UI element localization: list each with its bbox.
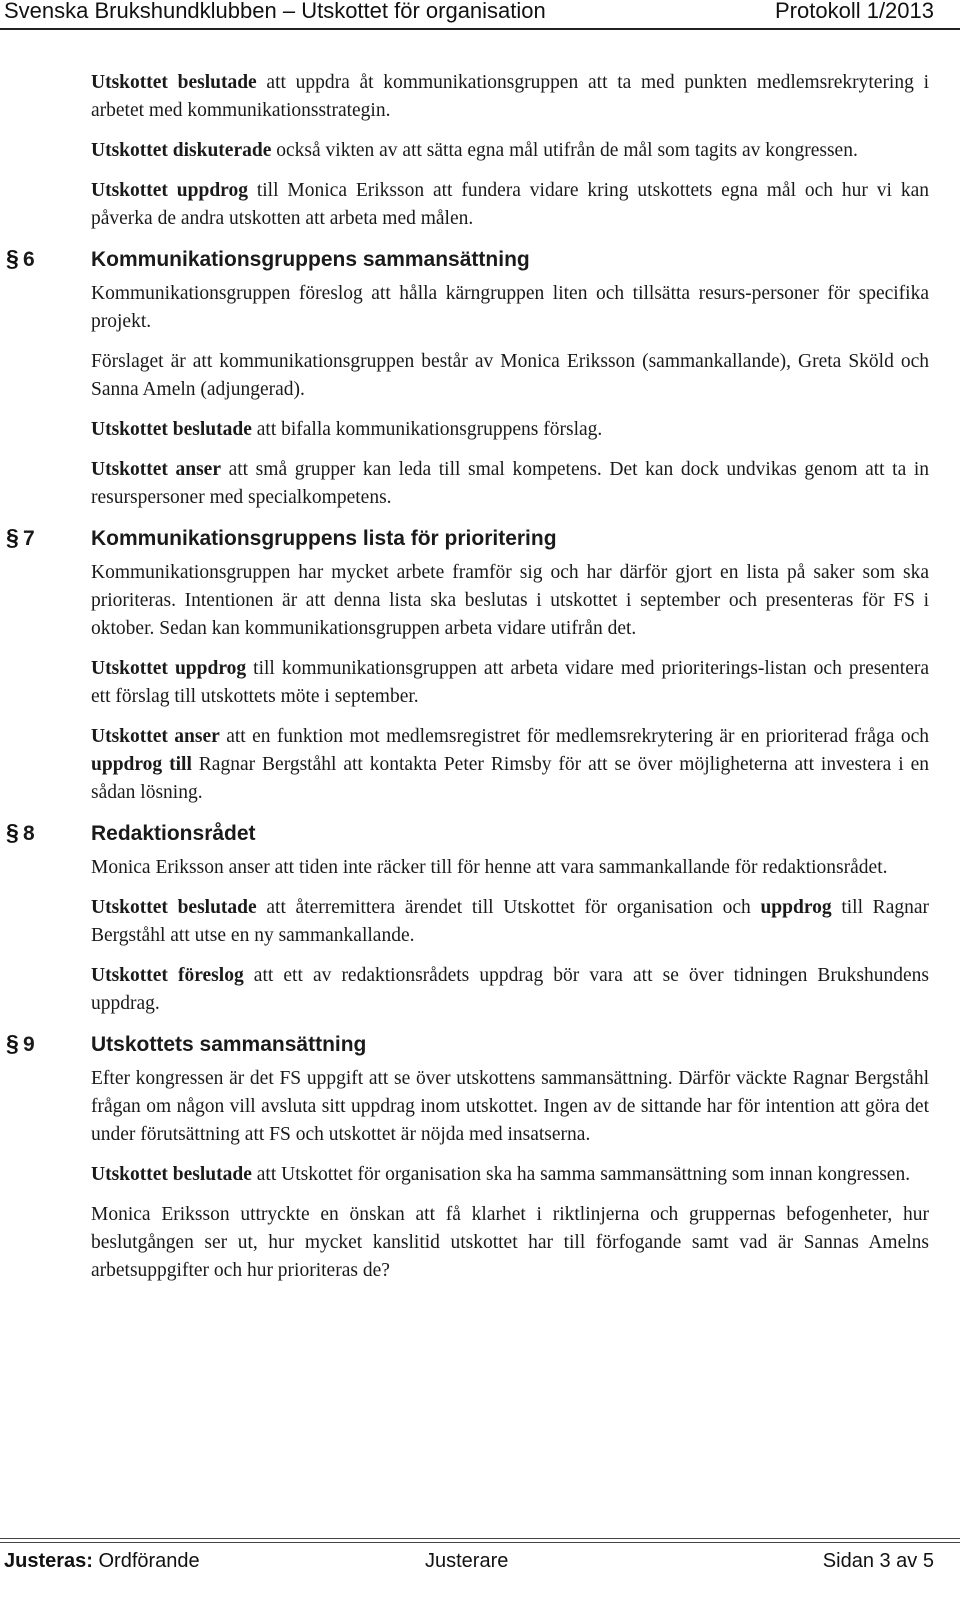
footer-page-number: Sidan 3 av 5 xyxy=(822,1550,934,1572)
paragraph-lead: Utskottet beslutade xyxy=(91,72,257,93)
section-number: 7 xyxy=(23,527,35,550)
paragraph-lead: Utskottet anser xyxy=(91,459,221,480)
paragraph-text: Förslaget är att kommunikationsgruppen består av Monica Eriksson (sammankallande), Greta Sköld och Sanna Ameln (adjungerad). xyxy=(91,351,929,400)
paragraph-text: Ragnar Bergståhl att kontakta Peter Rimsby för att se över möjligheterna att investera i en sådan lösning. xyxy=(91,754,929,803)
paragraph xyxy=(91,894,929,950)
paragraph-lead: Utskottet föreslog xyxy=(91,965,244,986)
paragraph xyxy=(91,177,929,233)
paragraph-text: till kommunikationsgruppen att arbeta vidare med prioriterings-listan och presentera ett förslag till utskottets möte i september. xyxy=(91,658,930,707)
footer-rule-secondary xyxy=(0,1542,960,1543)
section-number: 8 xyxy=(23,822,35,845)
section-heading xyxy=(6,819,929,849)
footer-approval-label: Justeras: xyxy=(4,1550,93,1572)
section-number: 6 xyxy=(23,248,35,271)
paragraph-text: att återremittera ärendet till Utskottet för organisation och xyxy=(256,897,761,918)
header-title: Svenska Brukshundklubben – Utskottet för organisation xyxy=(4,0,546,23)
paragraph-text: Kommunikationsgruppen föreslog att hålla kärngruppen liten och tillsätta resurs-personer för specifika projekt. xyxy=(91,283,929,332)
section-title: Kommunikationsgruppens sammansättning xyxy=(91,248,530,271)
header-rule xyxy=(0,28,960,30)
paragraph xyxy=(91,854,929,882)
section-mark-icon: § xyxy=(6,524,19,550)
section-title: Redaktionsrådet xyxy=(91,822,256,845)
section-mark-icon: § xyxy=(6,819,19,845)
page-header xyxy=(0,0,960,24)
paragraph xyxy=(91,137,929,165)
paragraph-text: till Monica Eriksson att fundera vidare kring utskottets egna mål och hur vi kan påverka de andra utskotten att arbeta med målen. xyxy=(91,180,930,229)
paragraph-text: att Utskottet för organisation ska ha samma sammansättning som innan kongressen. xyxy=(251,1164,911,1185)
paragraph xyxy=(91,416,929,444)
paragraph-lead: Utskottet uppdrog xyxy=(91,658,247,679)
paragraph-text: Efter kongressen är det FS uppgift att se över utskottens sammansättning. Därför väckte Ragnar Bergståhl frågan om någon vill avsluta sitt uppdrag inom utskottet. Ingen av de sittande har för intention att göra det under förutsättning att FS och utskottet är nöjda med insatserna. xyxy=(91,1068,929,1145)
paragraph xyxy=(91,1201,929,1285)
paragraph-text: Monica Eriksson uttryckte en önskan att få klarhet i riktlinjerna och gruppernas befogenheter, hur beslutgången ser ut, hur mycket kanslitid utskottet har till förfogande samt vad är Sannas Amelns arbetsuppgifter och hur prioriteras de? xyxy=(91,1204,929,1281)
paragraph xyxy=(91,962,929,1018)
paragraph xyxy=(91,559,929,643)
section-title: Kommunikationsgruppens lista för prioritering xyxy=(91,527,557,550)
paragraph xyxy=(91,1065,929,1149)
paragraph-text: till Ragnar Bergståhl att utse en ny sammankallande. xyxy=(91,897,929,946)
paragraph-text: Monica Eriksson anser att tiden inte räcker till för henne att vara sammankallande för redaktionsrådet. xyxy=(91,857,888,878)
paragraph-text: också vikten av att sätta egna mål utifrån de mål som tagits av kongressen. xyxy=(271,140,858,161)
paragraph-lead: uppdrog till xyxy=(91,754,192,775)
paragraph-text: att ett av redaktionsrådets uppdrag bör vara att se över tidningen Brukshundens uppdrag. xyxy=(91,965,929,1014)
footer-approval xyxy=(4,1548,200,1574)
paragraph-text: att bifalla kommunikationsgruppens förslag. xyxy=(251,419,603,440)
paragraph-lead: Utskottet uppdrog xyxy=(91,180,248,201)
paragraph xyxy=(91,723,929,807)
paragraph xyxy=(91,348,929,404)
footer-approval-value: Ordförande xyxy=(92,1550,200,1572)
section-mark-icon: § xyxy=(6,245,19,271)
section-title: Utskottets sammansättning xyxy=(91,1033,367,1056)
paragraph-text: att uppdra åt kommunikationsgruppen att ta med punkten medlemsrekrytering i arbetet med kommunikationsstrategin. xyxy=(91,72,929,121)
paragraph xyxy=(91,280,929,336)
paragraph xyxy=(91,655,929,711)
page-footer xyxy=(0,1548,960,1578)
paragraph-lead: Utskottet beslutade xyxy=(91,419,252,440)
paragraph-text: att små grupper kan leda till smal kompetens. Det kan dock undvikas genom att ta in resurspersoner med specialkompetens. xyxy=(91,459,930,508)
section-heading xyxy=(6,1030,929,1060)
section-number: 9 xyxy=(23,1033,35,1056)
section-mark-icon: § xyxy=(6,1030,19,1056)
paragraph-lead: Utskottet beslutade xyxy=(91,1164,252,1185)
paragraph-text: Kommunikationsgruppen har mycket arbete framför sig och har därför gjort en lista på saker som ska prioriteras. Intentionen är att denna lista ska beslutas i utskottet i september och presenteras för FS i oktober. Sedan kan kommunikationsgruppen arbeta vidare utifrån det. xyxy=(91,562,929,639)
document-body xyxy=(6,69,930,1297)
footer-rule xyxy=(0,1538,960,1539)
paragraph xyxy=(91,1161,929,1189)
paragraph-lead: Utskottet diskuterade xyxy=(91,140,272,161)
paragraph xyxy=(91,69,929,125)
paragraph xyxy=(91,456,929,512)
paragraph-lead: Utskottet anser xyxy=(91,726,220,747)
footer-adjuster: Justerare xyxy=(425,1550,509,1572)
paragraph-lead: Utskottet beslutade xyxy=(91,897,257,918)
paragraph-text: att en funktion mot medlemsregistret för medlemsrekrytering är en prioriterad fråga och xyxy=(219,726,930,747)
section-heading xyxy=(6,524,929,554)
section-heading xyxy=(6,245,929,275)
header-protocol: Protokoll 1/2013 xyxy=(775,0,934,23)
paragraph-lead: uppdrog xyxy=(760,897,832,918)
